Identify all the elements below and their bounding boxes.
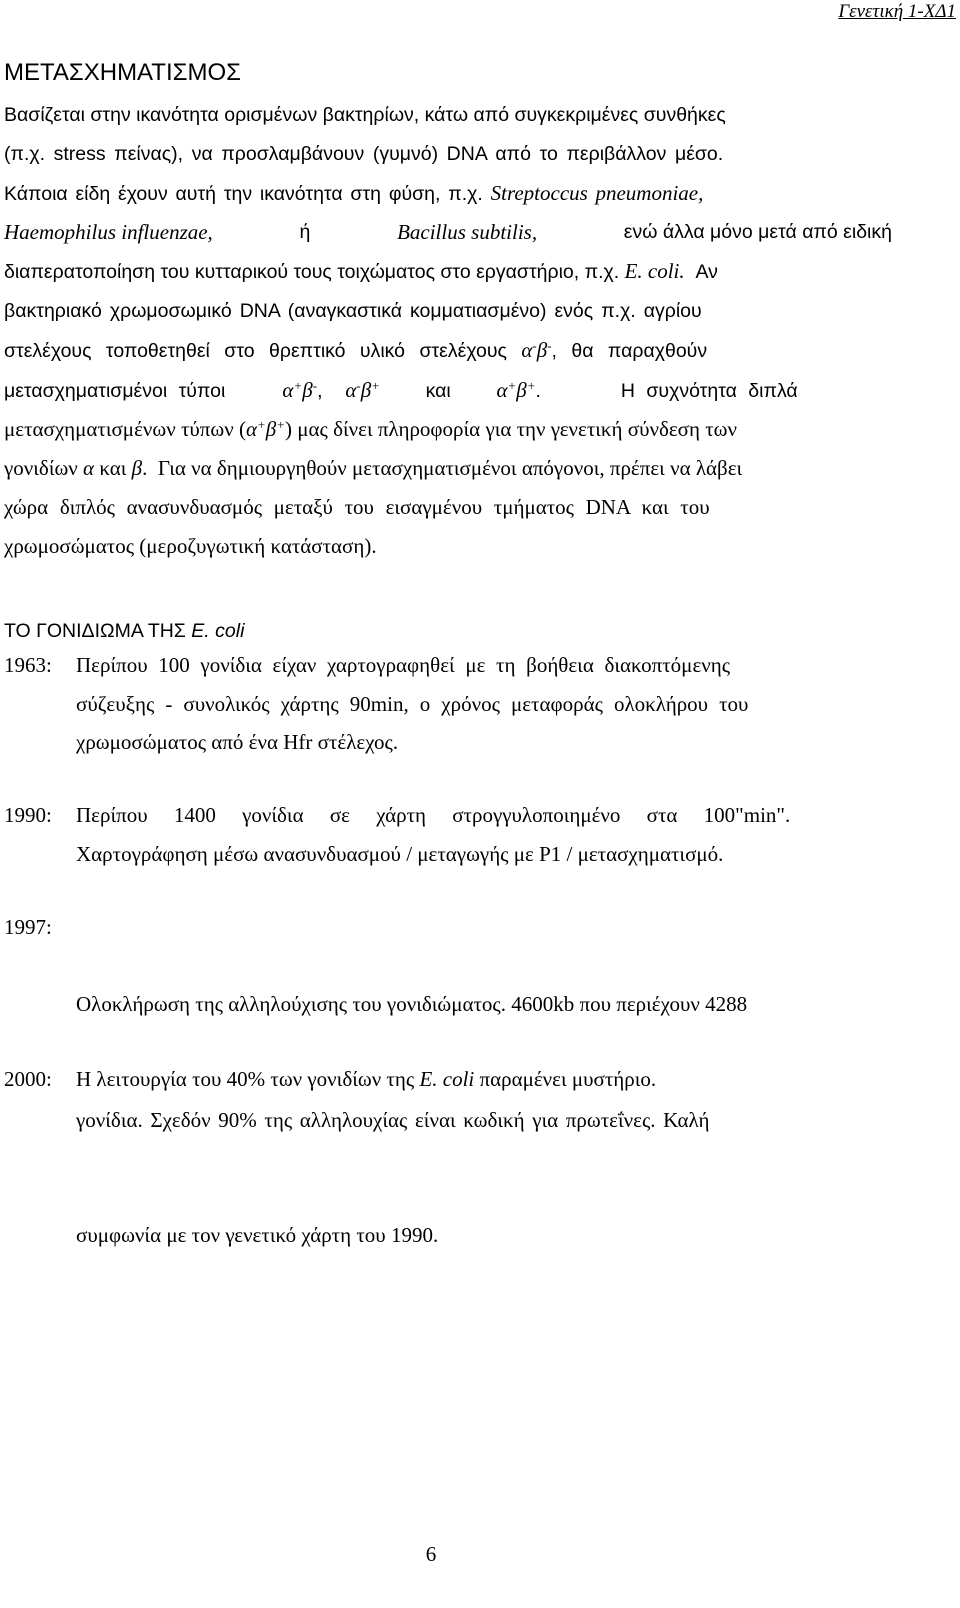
entry-year: 1990: xyxy=(4,803,52,827)
para-line-5: διαπερατοποίηση του κυτταρικού τους τοιχώματος στο εργαστήριο, π.χ. E. coli. Αν xyxy=(4,259,718,284)
transformation-paragraph xyxy=(4,96,892,566)
para-line-4: Haemophilus influenzae, ή Bacillus subtilis, ενώ άλλα μόνο μετά από ειδική xyxy=(4,213,892,252)
para-line-2: (π.χ. stress πείνας), να προσλαμβάνουν (γυμνό) DNA από το περιβάλλον μέσο. xyxy=(4,142,724,165)
species-bacillus: Bacillus subtilis, xyxy=(397,220,538,245)
entry-ecoli: E. coli xyxy=(419,1067,475,1091)
para-line-8: μετασχηματισμένοι τύποι α+β-, α-β+ και α+β+. Η συχνότητα διπλά xyxy=(4,377,798,402)
running-header: Γενετική 1-ΧΔ1 xyxy=(838,1,956,22)
genotype-am-bp: α-β+ xyxy=(345,377,380,402)
genotype-am-bm: α-β- xyxy=(521,337,552,362)
para-line-12: χρωμοσώματος (μεροζυγωτική κατάσταση). xyxy=(4,533,377,558)
para-line-11: χώρα διπλός ανασυνδυασμός μεταξύ του εισαγμένου τμήματος DNA και του xyxy=(4,494,710,519)
entry-text: Ολοκλήρωση της αλληλούχισης του γονιδιώματος. 4600kb που περιέχουν 4288 γονίδια. Σχεδόν 90% της αλληλουχίας είναι κωδική για πρωτεΐνες. Καλή συμφωνία με τον γενετικό χάρτη του 1990. xyxy=(76,992,748,1247)
para-line-9: μετασχηματισμένων τύπων (α+β+) μας δίνει πληροφορία για την γενετική σύνδεση των xyxy=(4,417,737,442)
species-ecoli: E. coli. xyxy=(624,259,685,284)
gene-beta: β xyxy=(131,456,143,481)
para-line-7: στελέχους τοποθετηθεί στο θρεπτικό υλικό στελέχους α-β-, θα παραχθούν xyxy=(4,337,708,362)
para-line-10: γονιδίων α και β. Για να δημιουργηθούν μετασχηματισμένοι απόγονοι, πρέπει να λάβει xyxy=(4,456,743,481)
para-line-3: Κάποια είδη έχουν αυτή την ικανότητα στη φύση, π.χ. Streptoccus pneumoniae, xyxy=(4,180,704,205)
entry-text: Η λειτουργία του 40% των γονιδίων της E. coli παραμένει μυστήριο. xyxy=(76,1067,657,1091)
entry-year: 1963: xyxy=(4,653,52,677)
page-number: 6 xyxy=(425,1542,437,1566)
entry-year: 2000: xyxy=(4,1067,52,1091)
entry-text: Περίπου 100 γονίδια είχαν χαρτογραφηθεί με τη βοήθεια διακοπτόμενης σύζευξης - συνολικός χάρτης 90min, ο χρόνος μεταφοράς ολοκλήρου του χρωμοσώματος από ένα Hfr στέλεχος. xyxy=(76,653,749,754)
entry-text: Περίπου 1400 γονίδια σε χάρτη στρογγυλοποιημένο στα 100"min". Χαρτογράφηση μέσω ανασυνδυασμού / μεταγωγής με P1 / μετασχηματισμό. xyxy=(76,803,791,866)
genotype-ap-bp: α+β+ xyxy=(496,377,536,402)
section-title-genome: ΤΟ ΓΟΝΙΔΙΩΜΑ ΤΗΣ E. coli xyxy=(4,620,245,642)
genotype-ap-bm: α+β- xyxy=(282,377,318,402)
species-haemophilus: Haemophilus influenzae, xyxy=(4,220,213,245)
species-streptococcus: Streptoccus pneumoniae, xyxy=(490,180,704,205)
para-line-6: βακτηριακό χρωμοσωμικό DNA (αναγκαστικά κομματιασμένο) ενός π.χ. αγρίου xyxy=(4,299,702,322)
section-title-transformation: ΜΕΤΑΣΧΗΜΑΤΙΣΜΟΣ xyxy=(4,59,241,86)
genotype-double: α+β+ xyxy=(245,417,286,442)
title-ecoli: E. coli xyxy=(191,620,245,642)
gene-alpha: α xyxy=(83,456,95,481)
para-line-1: Βασίζεται στην ικανότητα ορισμένων βακτηρίων, κάτω από συγκεκριμένες συνθήκες xyxy=(4,104,726,126)
entry-year: 1997: xyxy=(4,915,52,939)
